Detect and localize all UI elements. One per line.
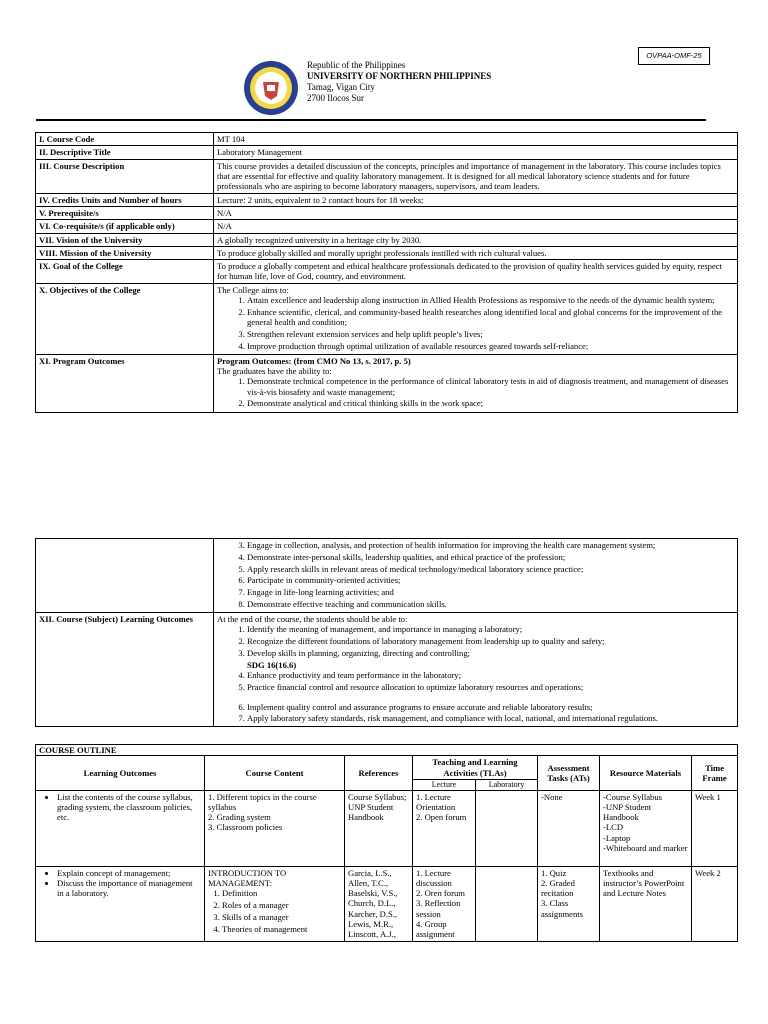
list-item: 5. Apply research skills in relevant areas of medical technology/medical laboratory science practice; bbox=[247, 564, 734, 576]
list-item: 2. Recognize the different foundations of laboratory management from leadership up to quality and safety; bbox=[247, 636, 734, 648]
row-course-description bbox=[36, 159, 738, 193]
header-tlas: Teaching and Learning Activities (TLAs) bbox=[413, 756, 538, 780]
corequisites-label: VI. Co-requisite/s (if applicable only) bbox=[36, 220, 214, 233]
descriptive-title-value: Laboratory Management bbox=[214, 146, 738, 159]
list-item: 1. Attain excellence and leadership along instruction in Allied Health Professions as responsive to the needs of the dynamic health system; bbox=[247, 295, 734, 307]
row1-learning-outcomes bbox=[36, 790, 205, 866]
header-time-frame: Time Frame bbox=[692, 756, 738, 790]
list-item: 1. Lecture discussion bbox=[416, 867, 452, 888]
header-laboratory: Laboratory bbox=[476, 779, 538, 790]
row2-learning-outcomes bbox=[36, 866, 205, 941]
row1-laboratory bbox=[476, 790, 538, 866]
list-item: Course Syllabus; bbox=[348, 791, 407, 802]
list-item: 1. Different topics in the course syllabus bbox=[208, 791, 317, 812]
list-item: 2. Demonstrate analytical and critical thinking skills in the work space; bbox=[247, 398, 734, 410]
course-description-label: III. Course Description bbox=[36, 159, 214, 193]
table-row bbox=[36, 790, 738, 866]
list-item: 3. Skills of a manager bbox=[222, 912, 341, 924]
credits-label: IV. Credits Units and Number of hours bbox=[36, 193, 214, 206]
list-item: Garcia, L.S., bbox=[348, 867, 392, 878]
list-item: UNP Student Handbook bbox=[348, 801, 394, 823]
list-item: 2. Roles of a manager bbox=[222, 900, 341, 912]
row1-time-frame: Week 1 bbox=[692, 790, 738, 866]
row2-lecture bbox=[413, 866, 476, 941]
list-item: • Explain concept of management; bbox=[57, 868, 201, 878]
list-item: 3. Develop skills in planning, organizing, directing and controlling; bbox=[247, 648, 734, 660]
list-item: -Laptop bbox=[603, 832, 631, 843]
document-code: OVPAA-OMF-25 bbox=[638, 47, 710, 65]
row-vision bbox=[36, 233, 738, 246]
list-item: Baselski, V.S., bbox=[348, 888, 398, 899]
outcomes-continued-table bbox=[35, 538, 738, 727]
list-item: -Course Syllabus bbox=[603, 791, 662, 802]
row-course-learning-outcomes bbox=[36, 612, 738, 726]
list-item: Church, D.L., bbox=[348, 898, 396, 909]
header-resource-materials: Resource Materials bbox=[600, 756, 692, 790]
row-descriptive-title bbox=[36, 146, 738, 159]
program-outcomes-continued bbox=[214, 539, 738, 613]
list-item: 1. Identify the meaning of management, and importance in managing a laboratory; bbox=[247, 624, 734, 636]
header-address-1: Tamag, Vigan City bbox=[307, 82, 375, 92]
descriptive-title-label: II. Descriptive Title bbox=[36, 146, 214, 159]
list-item: 7. Engage in life-long learning activities; and bbox=[247, 587, 734, 599]
row2-time-frame: Week 2 bbox=[692, 866, 738, 941]
list-item: 2. Grading system bbox=[208, 812, 271, 823]
credits-value: Lecture: 2 units, equivalent to 2 contact hours for 18 weeks; bbox=[214, 193, 738, 206]
row1-course-content bbox=[205, 790, 345, 866]
header-rule bbox=[36, 119, 706, 121]
list-item: 2. Oren forum bbox=[416, 888, 465, 899]
list-item: -UNP Student Handbook bbox=[603, 801, 652, 823]
objectives-label: X. Objectives of the College bbox=[36, 283, 214, 354]
list-item: 2. Graded recitation bbox=[541, 877, 575, 899]
list-item: 3. Engage in collection, analysis, and protection of health information for improving the health care management system; bbox=[247, 540, 734, 552]
row1-lecture bbox=[413, 790, 476, 866]
course-description-value: This course provides a detailed discussion of the concepts, principles and importance of management in the laboratory. This course includes topics that are essential for effective and quality laboratory management. It is designed for all medical laboratory science students and for future professionals who are aspiring to become laboratory managers, supervisors, and team leaders. bbox=[214, 159, 738, 193]
list-item: 2. Enhance scientific, clerical, and community-based health researches along identified local and global concerns for the improvement of the general health and condition; bbox=[247, 307, 734, 329]
university-header bbox=[307, 60, 491, 104]
list-item: Karcher, D.S., bbox=[348, 908, 398, 919]
empty-label-cell bbox=[36, 539, 214, 613]
table-row bbox=[36, 866, 738, 941]
row2-resources: Textbooks and instructor’s PowerPoint and Lecture Notes bbox=[600, 866, 692, 941]
row-corequisites bbox=[36, 220, 738, 233]
row-objectives bbox=[36, 283, 738, 354]
course-code-label: I. Course Code bbox=[36, 133, 214, 146]
program-outcomes-heading: Program Outcomes: (from CMO No 13, s. 2017, p. 5) bbox=[217, 355, 411, 366]
list-item: Lewis, M.R., bbox=[348, 919, 394, 930]
header-lecture: Lecture bbox=[413, 779, 476, 790]
list-item: 4. Improve production through optimal utilization of available resources geared towards self-reliance; bbox=[247, 341, 734, 353]
header-assessment-tasks: Assessment Tasks (ATs) bbox=[538, 756, 600, 790]
outline-title-row bbox=[36, 745, 738, 756]
outline-title: COURSE OUTLINE bbox=[36, 745, 738, 756]
list-item: 4. Enhance productivity and team performance in the laboratory; bbox=[247, 670, 734, 682]
header-course-content: Course Content bbox=[205, 756, 345, 790]
list-item: 6. Implement quality control and assurance programs to ensure accurate and reliable laboratory results; bbox=[247, 702, 734, 714]
row-prerequisites bbox=[36, 206, 738, 219]
list-item: Allen, T.C., bbox=[348, 877, 389, 888]
list-item: 7. Apply laboratory safety standards, risk management, and compliance with local, national, and international regulations. bbox=[247, 713, 734, 725]
clo-value bbox=[214, 612, 738, 726]
row1-references bbox=[345, 790, 413, 866]
corequisites-value: N/A bbox=[214, 220, 738, 233]
list-item: 3. Classroom policies bbox=[208, 822, 283, 833]
row-mission bbox=[36, 246, 738, 259]
row-program-outcomes-continued bbox=[36, 539, 738, 613]
prerequisites-value: N/A bbox=[214, 206, 738, 219]
list-item: 1. Quiz bbox=[541, 867, 567, 878]
row2-course-content bbox=[205, 866, 345, 941]
row2-references bbox=[345, 866, 413, 941]
clo-label: XII. Course (Subject) Learning Outcomes bbox=[36, 612, 214, 726]
header-university-name: UNIVERSITY OF NORTHERN PHILIPPINES bbox=[307, 71, 492, 81]
list-item: 4. Demonstrate inter-personal skills, leadership qualities, and ethical practice of the profession; bbox=[247, 552, 734, 564]
list-item: • List the contents of the course syllabus, grading system, the classroom policies, etc. bbox=[57, 792, 201, 823]
objectives-value bbox=[214, 283, 738, 354]
list-item: 8. Demonstrate effective teaching and communication skills. bbox=[247, 599, 734, 611]
row1-assessment: -None bbox=[538, 790, 600, 866]
vision-label: VII. Vision of the University bbox=[36, 233, 214, 246]
list-item: 1. Definition bbox=[222, 888, 341, 900]
row-program-outcomes bbox=[36, 354, 738, 413]
objectives-intro: The College aims to: bbox=[217, 284, 289, 295]
header-references: References bbox=[345, 756, 413, 790]
row2-laboratory bbox=[476, 866, 538, 941]
course-info-table bbox=[35, 132, 738, 413]
outline-header-row bbox=[36, 756, 738, 780]
list-item: 6. Participate in community-oriented activities; bbox=[247, 575, 734, 587]
list-item: 4. Group assignment bbox=[416, 919, 455, 940]
program-outcomes-intro: The graduates have the ability to: bbox=[217, 365, 332, 376]
row2-assessment bbox=[538, 866, 600, 941]
list-item: 3. Class assignments bbox=[541, 898, 584, 919]
program-outcomes-label: XI. Program Outcomes bbox=[36, 354, 214, 413]
list-item: 5. Practice financial control and resource allocation to optimize laboratory resources and operations; bbox=[247, 682, 734, 694]
program-outcomes-value bbox=[214, 354, 738, 413]
header-learning-outcomes: Learning Outcomes bbox=[36, 756, 205, 790]
list-item: 3. Reflection session bbox=[416, 898, 461, 919]
mission-label: VIII. Mission of the University bbox=[36, 246, 214, 259]
list-item: Linscott, A.J., bbox=[348, 929, 396, 940]
clo-intro: At the end of the course, the students should be able to: bbox=[217, 613, 408, 624]
list-item: • Discuss the importance of management in a laboratory. bbox=[57, 878, 201, 899]
row1-resources bbox=[600, 790, 692, 866]
row-goal bbox=[36, 260, 738, 284]
list-item: 1. Demonstrate technical competence in the performance of clinical laboratory tests in aid of diagnosis treatment, and management of diseases vis-à-vis biosafety and waste management; bbox=[247, 376, 734, 398]
goal-label: IX. Goal of the College bbox=[36, 260, 214, 284]
row-credits bbox=[36, 193, 738, 206]
list-item: -LCD bbox=[603, 822, 624, 833]
list-item: 2. Open forum bbox=[416, 812, 467, 823]
row2-content-heading: INTRODUCTION TO MANAGEMENT: bbox=[208, 867, 287, 888]
sdg-tag: SDG 16(16.6) bbox=[247, 659, 297, 670]
header-address-2: 2700 Ilocos Sur bbox=[307, 93, 364, 103]
university-seal-icon bbox=[243, 60, 299, 116]
list-item: 3. Strengthen relevant extension services and help uplift people’s lives; bbox=[247, 329, 734, 341]
vision-value: A globally recognized university in a heritage city by 2030. bbox=[214, 233, 738, 246]
course-code-value: MT 104 bbox=[214, 133, 738, 146]
prerequisites-label: V. Prerequisite/s bbox=[36, 206, 214, 219]
list-item: -Whiteboard and marker bbox=[603, 843, 688, 854]
list-item: 4. Theories of management bbox=[222, 924, 341, 936]
header-republic: Republic of the Philippines bbox=[307, 60, 406, 70]
course-outline-table bbox=[35, 744, 738, 942]
mission-value: To produce globally skilled and morally upright professionals instilled with rich cultural values. bbox=[214, 246, 738, 259]
goal-value: To produce a globally competent and ethical healthcare professionals dedicated to the provision of quality health services guided by equity, respect for human life, love of God, country, and environment. bbox=[214, 260, 738, 284]
row-course-code bbox=[36, 133, 738, 146]
list-item: 1. Lecture Orientation bbox=[416, 791, 456, 812]
